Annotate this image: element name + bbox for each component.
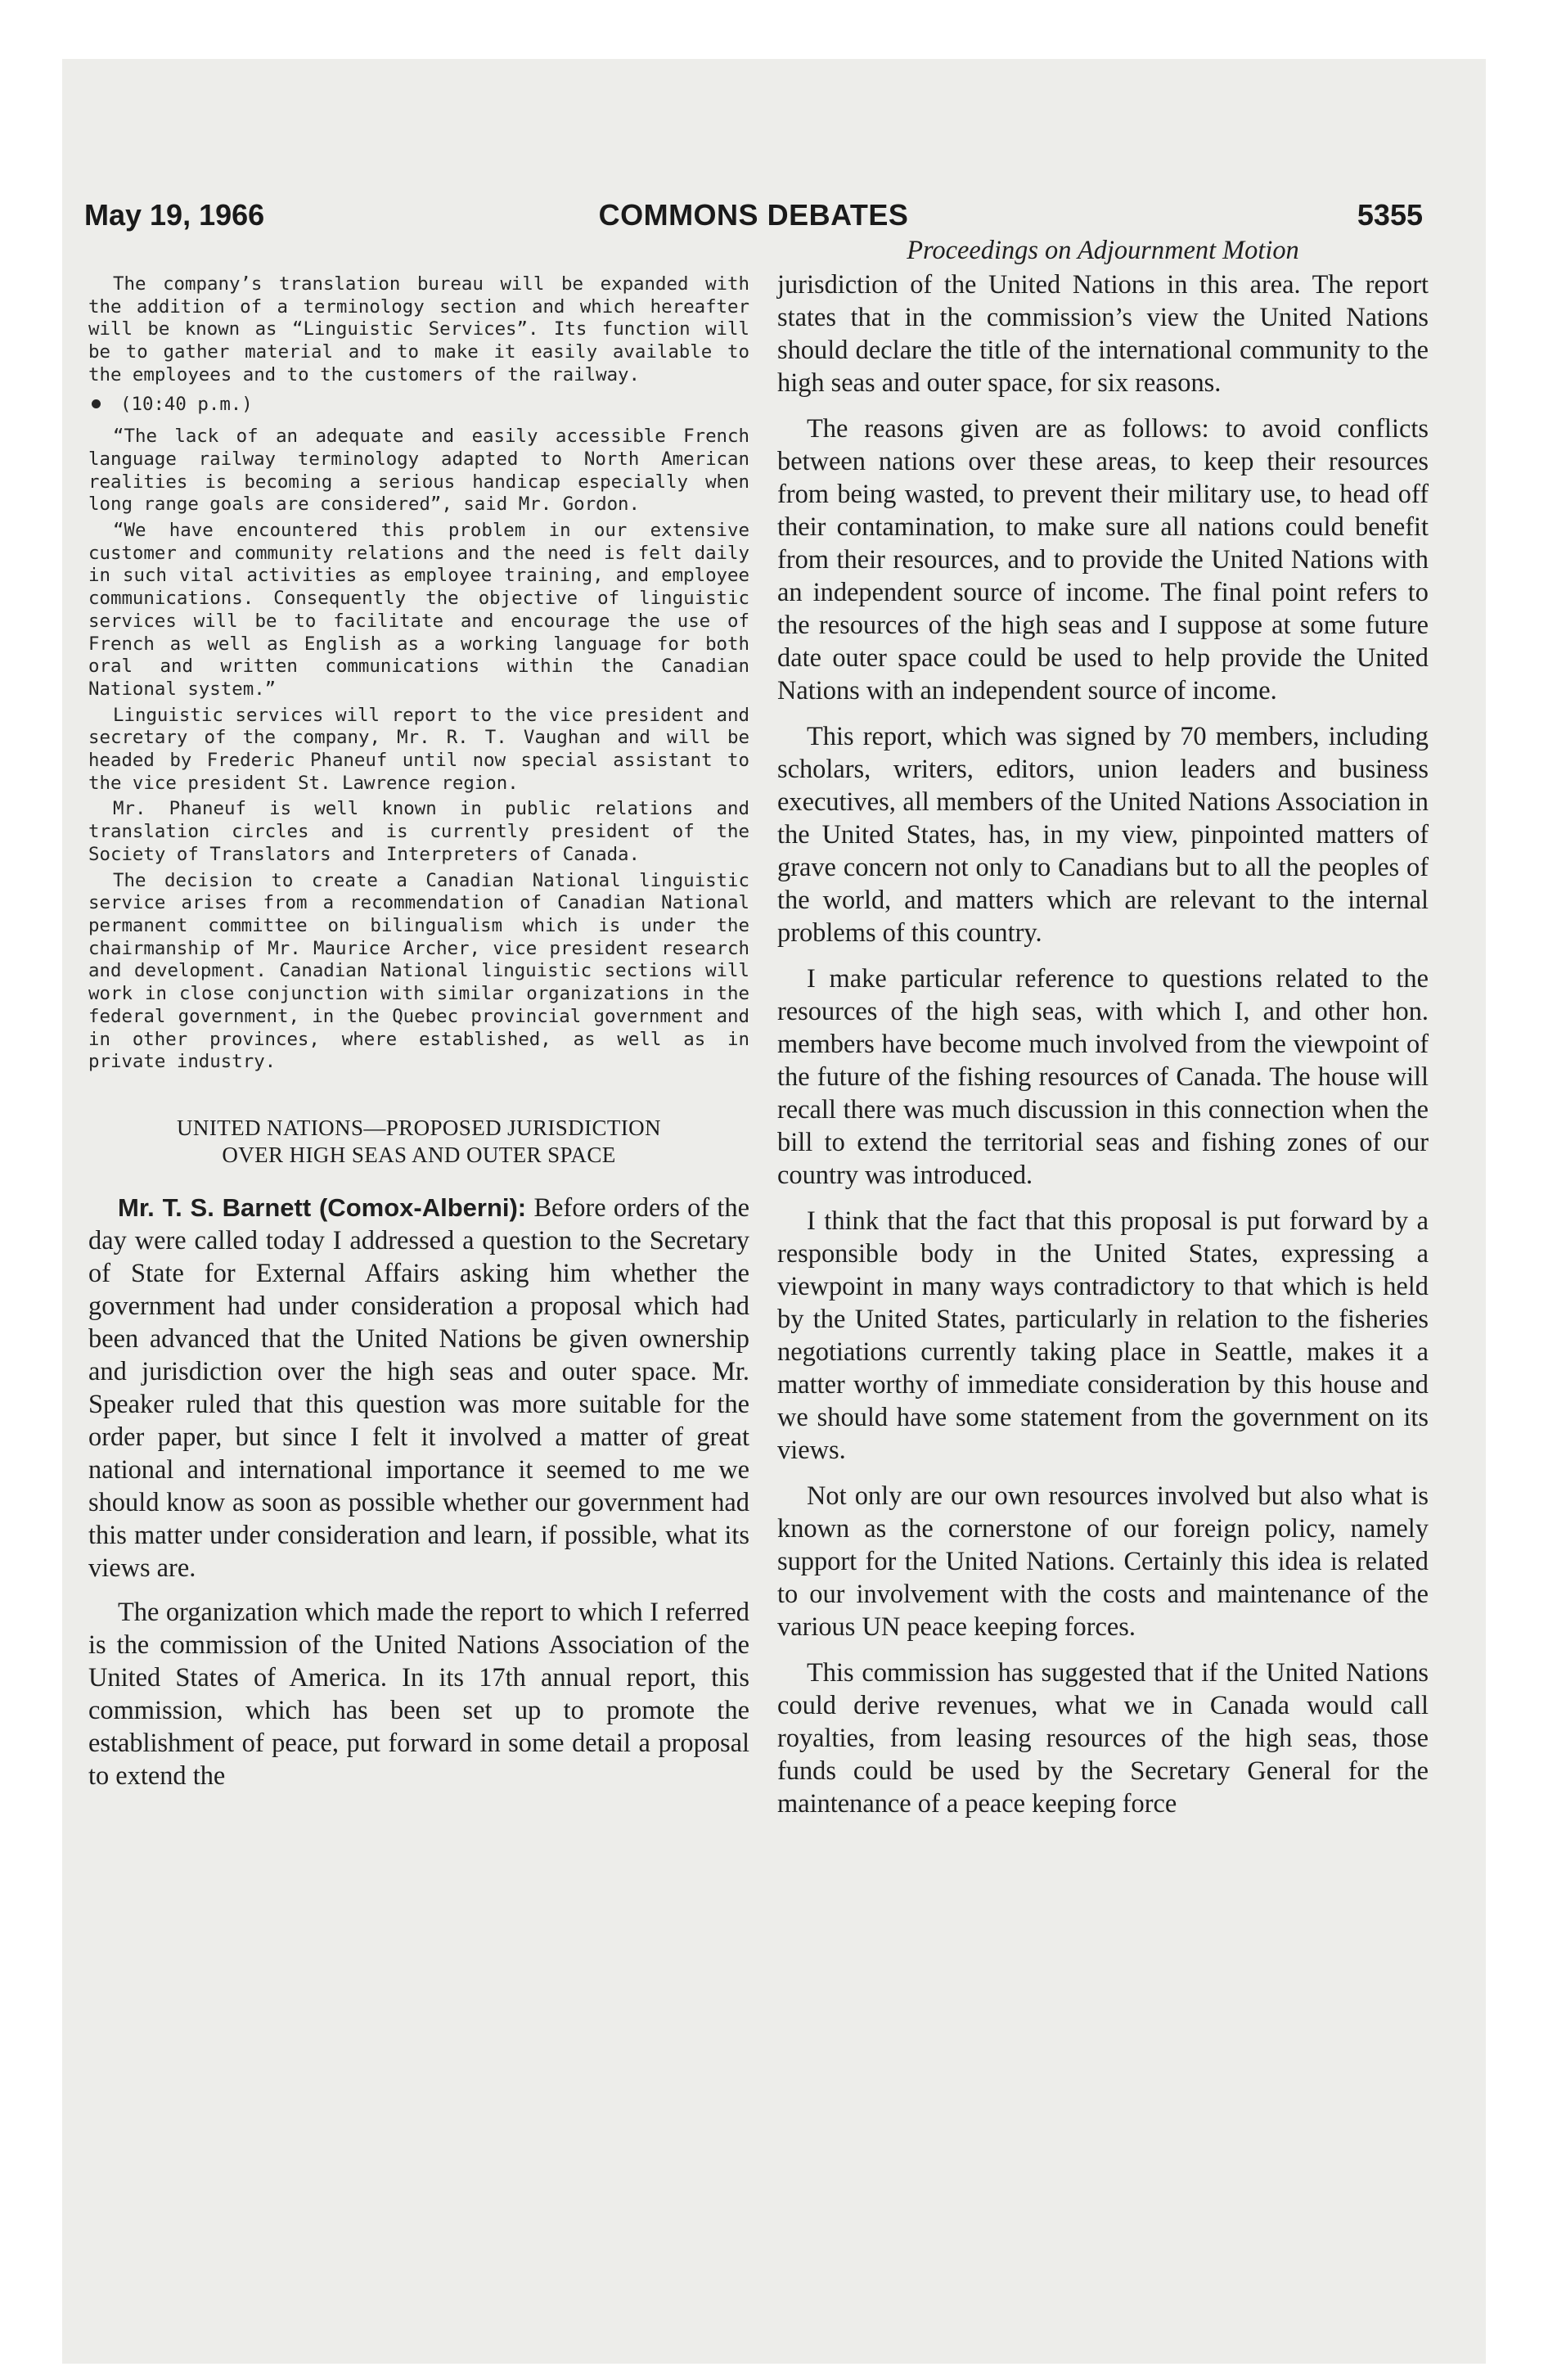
quoted-paragraph: “The lack of an adequate and easily accessible French language railway terminology adapted to North American realities is becoming a serious handicap especially when long range goals are considered”, said Mr. Gordon. [88, 426, 749, 516]
speaker-name: Mr. T. S. Barnett (Comox-Alberni): [118, 1192, 527, 1222]
section-heading-line: UNITED NATIONS—PROPOSED JURISDICTION [177, 1115, 661, 1140]
quoted-paragraph: The decision to create a Canadian National linguistic service arises from a recommendation of Canadian National permanent committee on bilingualism which is under the chairmanship of Mr. Maurice Archer, vice president research and development. Canadian National linguistic sections will work in close conjunction with similar organizations in the federal government, in the Quebec provincial government and in other provinces, where established, as well as in private industry. [88, 869, 749, 1073]
speech-paragraph: This commission has suggested that if the United Nations could derive revenues, what we in Canada would call royalties, from leasing resources of the high seas, those funds could be used by the Secretary General for the maintenance of a peace keeping force [777, 1658, 1429, 1819]
quoted-paragraph: “We have encountered this problem in our extensive customer and community relations and the need is felt daily in such vital activities as employee training, and employee communications. Consequently the objective of linguistic services will be to facilitate and encourage the use of French as well as English as a working language for both oral and written communications within the Canadian National system.” [88, 520, 749, 700]
quoted-paragraph: Mr. Phaneuf is well known in public relations and translation circles and is currently president of the Society of Translators and Interpreters of Canada. [88, 798, 749, 865]
speech-paragraph: The reasons given are as follows: to avoid conflicts between nations over these areas, to keep their resources from being wasted, to prevent their military use, to head off their contamination, to make sure all nations could benefit from their resources, and to provide the United Nations with an independent source of income. The final point refers to the resources of the high seas and I suppose at some future date outer space could be used to help provide the United Nations with an independent source of income. [777, 414, 1429, 705]
speech-paragraph: This report, which was signed by 70 members, including scholars, writers, editors, union leaders and business executives, all members of the United Nations Association in the United States, has, in my view, pinpointed matters of grave concern not only to Canadians but to all the peoples of the world, and matters which are relevant to the internal problems of this country. [777, 722, 1429, 948]
quoted-press-release [88, 273, 749, 1074]
bullet-icon [92, 399, 101, 408]
left-column [88, 273, 749, 1804]
speech-text: Before orders of the day were called today I addressed a question to the Secretary of State for External Affairs asking him whether the government had under consideration a proposal which had been advanced that the United Nations be given ownership and jurisdiction over the high seas and outer space. Mr. Speaker ruled that this question was more suitable for the order paper, but since I felt it involved a matter of great national and international importance it seemed to me we should know as soon as possible whether our government had this matter under consideration and learn, if possible, what its views are. [88, 1192, 749, 1583]
section-heading [88, 1115, 749, 1169]
speech-paragraph [88, 1192, 749, 1584]
right-column [777, 234, 1429, 1833]
speech-paragraph: I think that the fact that this proposal is put forward by a responsible body in the United States, expressing a viewpoint in many ways contradictory to that which is held by the United States, particularly in relation to the fisheries negotiations currently taking place in Seattle, makes it a matter worthy of immediate consideration by this house and we should have some statement from the government on its views. [777, 1206, 1429, 1465]
time-marker-text: (10:40 p.m.) [120, 393, 253, 415]
speech-paragraph: I make particular reference to questions related to the resources of the high seas, with which I, and other hon. members have become much involved from the viewpoint of the future of the fishing resources of Canada. The house will recall there was much discussion in this connection when the bill to extend the territorial seas and fishing zones of our country was introduced. [777, 964, 1429, 1190]
quoted-paragraph: The company’s translation bureau will be expanded with the addition of a terminology section and which hereafter will be known as “Linguistic Services”. Its function will be to gather material and to make it easily available to the employees and to the customers of the railway. [88, 273, 749, 385]
quoted-paragraph: Linguistic services will report to the vice president and secretary of the company, Mr. R. T. Vaughan and will be headed by Frederic Phaneuf until now special assistant to the vice president St. Lawrence region. [88, 704, 749, 794]
speech-paragraph: The organization which made the report to which I referred is the commission of the United Nations Association of the United States of America. In its 17th annual report, this commission, which has been set up to promote the establishment of peace, put forward in some detail a proposal to extend the [88, 1597, 749, 1791]
running-head: Proceedings on Adjournment Motion [907, 236, 1299, 265]
speech-paragraph: jurisdiction of the United Nations in this area. The report states that in the commission’s view the United Nations should declare the title of the international community to the high seas and outer space, for six reasons. [777, 270, 1429, 398]
header-page-number: 5355 [1357, 198, 1423, 232]
header-title: COMMONS DEBATES [598, 198, 909, 232]
time-marker [88, 394, 749, 417]
header-date: May 19, 1966 [84, 198, 265, 232]
speech-paragraph: Not only are our own resources involved but also what is known as the cornerstone of our foreign policy, namely support for the United Nations. Certainly this idea is related to our involvement with the costs and maintenance of the various UN peace keeping forces. [777, 1481, 1429, 1642]
speech [88, 1192, 749, 1792]
section-heading-line: OVER HIGH SEAS AND OUTER SPACE [222, 1142, 616, 1167]
